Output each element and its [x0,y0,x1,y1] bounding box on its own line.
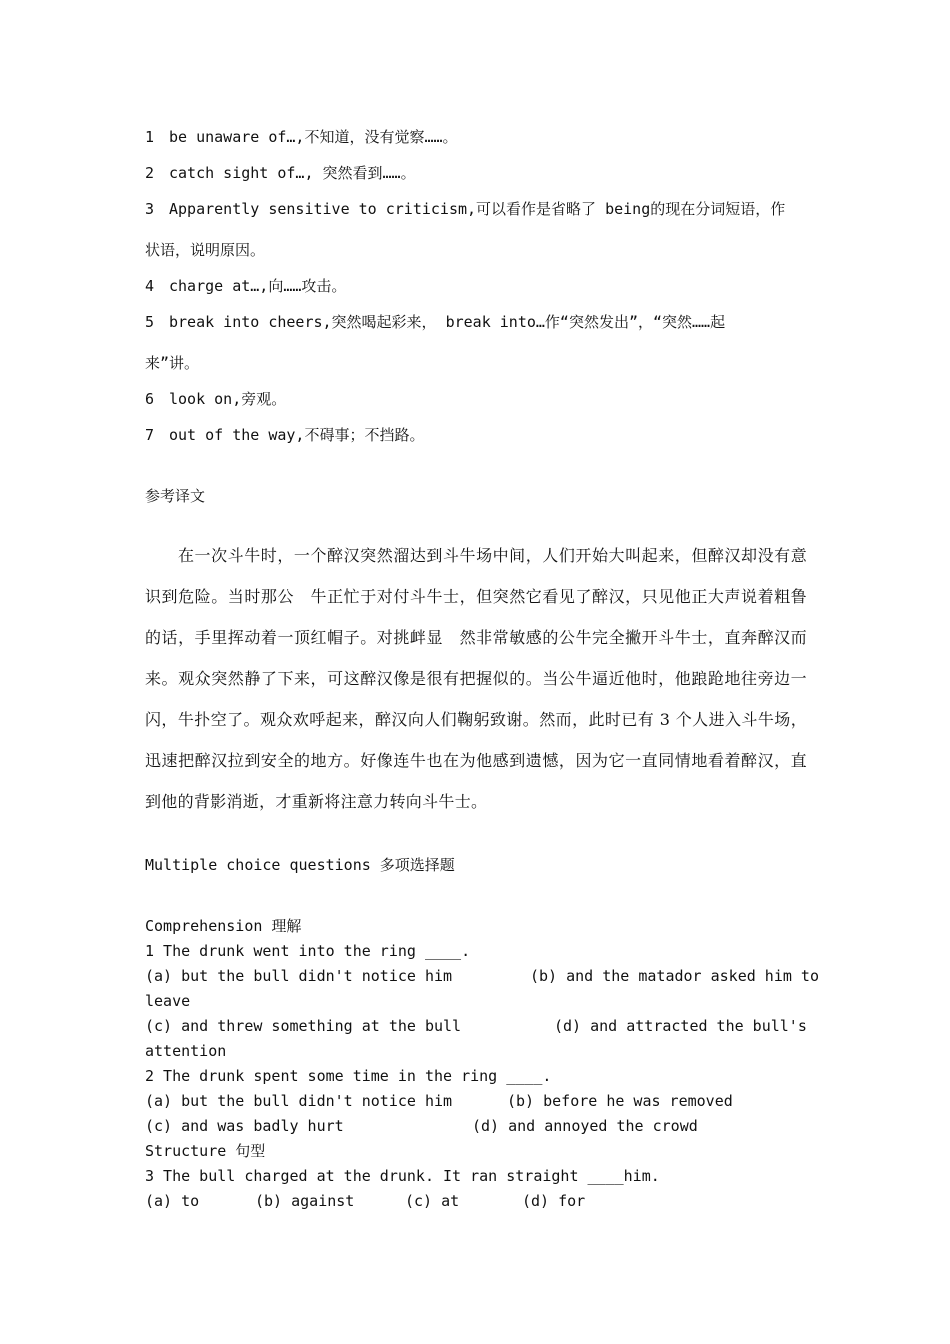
note-item-3 [145,199,807,219]
note-item-1 [145,127,807,147]
note-item-6 [145,389,807,409]
note-text-continued: 状语，说明原因。 [145,241,266,259]
question-1-option-b: (b) and the matador asked him to [530,967,819,985]
note-text: out of the way,不碍事；不挡路。 [169,426,425,444]
comprehension-heading: Comprehension 理解 [145,917,302,935]
question-1-option-d: (d) and attracted the bull's [554,1017,807,1035]
question-3-option-a: (a) to [145,1192,200,1210]
note-item-3-continuation [145,240,807,260]
question-3-option-c: (c) at [405,1192,460,1210]
note-text: be unaware of…,不知道，没有觉察……。 [169,128,458,146]
note-number: 4 [145,277,155,295]
question-2-option-b: (b) before he was removed [507,1092,733,1110]
question-3-option-b: (b) against [255,1192,355,1210]
note-text: Apparently sensitive to criticism,可以看作是省略了 being的现在分词短语，作 [169,200,786,218]
question-3-stem: 3 The bull charged at the drunk. It ran straight ____him. [145,1167,660,1185]
structure-heading: Structure 句型 [145,1142,266,1160]
note-item-5 [145,312,807,332]
note-text: charge at…,向……攻击。 [169,277,347,295]
question-3-option-d: (d) for [522,1192,586,1210]
note-number: 7 [145,426,155,444]
question-2-option-c: (c) and was badly hurt [145,1117,344,1135]
note-number: 2 [145,164,155,182]
question-1-stem: 1 The drunk went into the ring ____. [145,942,471,960]
question-1-option-d-continued: attention [145,1042,227,1060]
question-2-option-d: (d) and annoyed the crowd [472,1117,698,1135]
note-text-continued: 来”讲。 [145,354,200,372]
translation-heading: 参考译文 [145,487,206,505]
note-number: 1 [145,128,155,146]
note-text: look on,旁观。 [169,390,287,408]
question-1-option-c: (c) and threw something at the bull [145,1017,462,1035]
note-number: 6 [145,390,155,408]
question-2-option-a: (a) but the bull didn't notice him [145,1092,453,1110]
note-text: break into cheers,突然喝起彩来， break into…作“突然发出”，“突然……起 [169,313,726,331]
question-2-stem: 2 The drunk spent some time in the ring ____. [145,1067,552,1085]
note-item-2 [145,163,807,183]
note-number: 5 [145,313,155,331]
note-item-5-continuation [145,353,807,373]
note-number: 3 [145,200,155,218]
note-item-7 [145,425,807,445]
note-text: catch sight of…, 突然看到……。 [169,164,416,182]
note-item-4 [145,276,807,296]
translation-paragraph: 在一次斗牛时，一个醉汉突然溜达到斗牛场中间，人们开始大叫起来，但醉汉却没有意识到危险。当时那公 牛正忙于对付斗牛士，但突然它看见了醉汉，只见他正大声说着粗鲁的话，手里挥动着一顶红帽子。对挑衅显 然非常敏感的公牛完全撇开斗牛士，直奔醉汉而来。观众突然静了下来，可这醉汉像是很有把握似的。当公牛逼近他时，他踉跄地往旁边一闪，牛扑空了。观众欢呼起来，醉汉向人们鞠躬致谢。然而，此时已有 3 个人进入斗牛场，迅速把醉汉拉到安全的地方。好像连牛也在为他感到遗憾，因为它一直同情地看着醉汉，直到他的背影消逝，才重新将注意力转向斗牛士。 [145,546,807,811]
question-1-option-a: (a) but the bull didn't notice him [145,967,453,985]
question-1-option-b-continued: leave [145,992,191,1010]
mcq-heading: Multiple choice questions 多项选择题 [145,856,455,874]
